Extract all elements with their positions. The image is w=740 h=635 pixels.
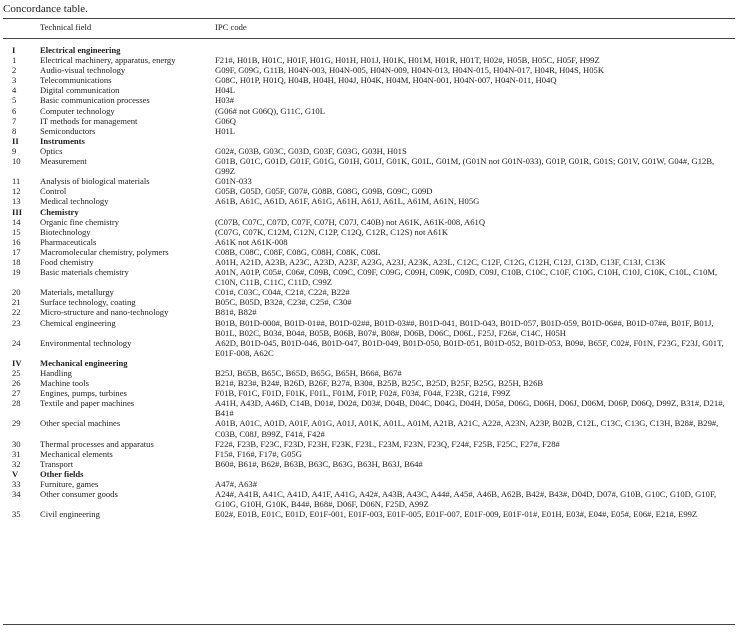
- table-row: [0, 489, 740, 509]
- technical-field: Other fields: [40, 468, 84, 479]
- table-row: [0, 85, 740, 95]
- row-number: 1: [12, 55, 17, 66]
- technical-field: Furniture, games: [40, 479, 99, 490]
- row-number: 30: [12, 438, 21, 449]
- row-number: 8: [12, 125, 17, 136]
- row-number: I: [12, 45, 16, 55]
- table-row: [0, 247, 740, 257]
- table-row: [0, 479, 740, 489]
- ipc-code: G02#, G03B, G03C, G03D, G03F, G03G, G03H, H01S: [215, 145, 407, 156]
- technical-field: Biotechnology: [40, 226, 91, 237]
- row-number: 6: [12, 105, 17, 116]
- row-number: 33: [12, 479, 21, 490]
- ipc-code: C08B, C08C, C08F, C08G, C08H, C08K, C08L: [215, 246, 381, 257]
- table-row: [0, 297, 740, 307]
- row-number: 7: [12, 115, 17, 126]
- row-number: 26: [12, 378, 21, 389]
- ipc-code: B60#, B61#, B62#, B63B, B63C, B63G, B63H, B63J, B64#: [215, 458, 423, 469]
- row-number: 27: [12, 388, 21, 399]
- table-row: [0, 368, 740, 378]
- table-row: [0, 227, 740, 237]
- row-number: 17: [12, 246, 21, 257]
- section-row: [0, 469, 740, 479]
- header-ipc-code: IPC code: [215, 22, 247, 32]
- ipc-code: A41H, A43D, A46D, C14B, D01#, D02#, D03#, D04B, D04C, D04G, D04H, D05#, D06G, D06H, D06J, D06M, D06P, D06Q, D99Z, B31#, D21#, B41#: [215, 398, 725, 419]
- technical-field: Thermal processes and apparatus: [40, 438, 154, 449]
- row-number: 11: [12, 176, 21, 187]
- ipc-code: G06Q: [215, 115, 237, 126]
- technical-field: Chemical engineering: [40, 317, 116, 328]
- ipc-code: B05C, B05D, B32#, C23#, C25#, C30#: [215, 297, 352, 308]
- row-number: 23: [12, 317, 21, 328]
- technical-field: Textile and paper machines: [40, 398, 135, 409]
- table-row: [0, 257, 740, 267]
- table-row: [0, 418, 740, 438]
- table-row: [0, 65, 740, 75]
- technical-field: Machine tools: [40, 378, 89, 389]
- ipc-code: H01L: [215, 125, 236, 136]
- row-number: 5: [12, 95, 17, 106]
- technical-field: Digital communication: [40, 85, 120, 96]
- table-row: [0, 75, 740, 85]
- section-row: [0, 207, 740, 217]
- technical-field: Telecommunications: [40, 75, 112, 86]
- ipc-code: (C07G, C07K, C12M, C12N, C12P, C12Q, C12R, C12S) not A61K: [215, 226, 449, 237]
- ipc-code: A61K not A61K-008: [215, 236, 288, 247]
- ipc-code: A24#, A41B, A41C, A41D, A41F, A41G, A42#, A43B, A43C, A44#, A45#, A46B, A62B, B42#, B43#, D04D, D07#, G10B, G10C, G10D, G10F, G10G, G10H, G10K, B44#, B68#, D06F, D06N, F25D, A99Z: [215, 489, 717, 510]
- ipc-code: G08C, H01P, H01Q, H04B, H04H, H04J, H04K, H04M, H04N-001, H04N-007, H04N-011, H04Q: [215, 75, 557, 86]
- technical-field: Audio-visual technology: [40, 65, 126, 76]
- technical-field: Pharmaceuticals: [40, 236, 97, 247]
- row-number: 18: [12, 256, 21, 267]
- ipc-code: C01#, C03C, C04#, C21#, C22#, B22#: [215, 287, 350, 298]
- row-number: 35: [12, 509, 21, 520]
- section-row: [0, 358, 740, 368]
- technical-field: Environmental technology: [40, 337, 132, 348]
- technical-field: IT methods for management: [40, 115, 138, 126]
- row-number: 20: [12, 287, 21, 298]
- table-row: [0, 459, 740, 469]
- technical-field: Transport: [40, 458, 74, 469]
- table-row: [0, 176, 740, 186]
- ipc-code: (C07B, C07C, C07D, C07F, C07H, C07J, C40B) not A61K, A61K-008, A61Q: [215, 216, 486, 227]
- row-number: II: [12, 135, 19, 146]
- table-row: [0, 186, 740, 196]
- ipc-code: G09F, G09G, G11B, H04N-003, H04N-005, H04N-009, H04N-013, H04N-015, H04N-017, H04R, H04S, H05K: [215, 65, 605, 76]
- section-row: [0, 136, 740, 146]
- table-row: [0, 237, 740, 247]
- table-row: [0, 196, 740, 206]
- table-row: [0, 156, 740, 176]
- ipc-code: A47#, A63#: [215, 479, 258, 490]
- table-caption: Concordance table.: [3, 3, 88, 15]
- ipc-code: G05B, G05D, G05F, G07#, G08B, G08G, G09B, G09C, G09D: [215, 186, 433, 197]
- technical-field: Mechanical elements: [40, 448, 113, 459]
- row-number: 25: [12, 368, 21, 378]
- row-number: 9: [12, 145, 17, 156]
- ipc-code: F15#, F16#, F17#, G05G: [215, 448, 302, 459]
- technical-field: Food chemistry: [40, 256, 94, 267]
- technical-field: Instruments: [40, 135, 85, 146]
- technical-field: Handling: [40, 368, 72, 378]
- table-row: [0, 449, 740, 459]
- row-number: 10: [12, 156, 21, 167]
- row-number: IV: [12, 357, 22, 368]
- row-number: 15: [12, 226, 21, 237]
- row-number: 22: [12, 307, 21, 318]
- table-row: [0, 509, 740, 529]
- table-row: [0, 287, 740, 297]
- technical-field: Optics: [40, 145, 63, 156]
- row-number: 31: [12, 448, 21, 459]
- bottom-rule: [3, 624, 735, 625]
- row-number: 34: [12, 489, 21, 500]
- header-rule: [3, 38, 735, 39]
- technical-field: Engines, pumps, turbines: [40, 388, 127, 399]
- ipc-code: A01N, A01P, C05#, C06#, C09B, C09C, C09F, C09G, C09H, C09K, C09D, C09J, C10B, C10C, C10F, C10G, C10H, C10J, C10K, C10L, C10M, C10N, C11B, C11C, C11D, C99Z: [215, 267, 718, 288]
- table-row: [0, 439, 740, 449]
- row-number: 29: [12, 418, 21, 429]
- row-number: 24: [12, 337, 21, 348]
- ipc-code: F21#, H01B, H01C, H01F, H01G, H01H, H01J, H01K, H01M, H01R, H01T, H02#, H05B, H05C, H05F, H99Z: [215, 55, 600, 66]
- table-row: [0, 217, 740, 227]
- row-number: 12: [12, 186, 21, 197]
- table-row: [0, 378, 740, 388]
- top-rule: [3, 18, 735, 19]
- ipc-code: B25J, B65B, B65C, B65D, B65G, B65H, B66#, B67#: [215, 368, 402, 378]
- table-row: [0, 116, 740, 126]
- ipc-code: B81#, B82#: [215, 307, 257, 318]
- ipc-code: (G06# not G06Q), G11C, G10L: [215, 105, 325, 116]
- concordance-table-body: [0, 45, 740, 530]
- technical-field: Surface technology, coating: [40, 297, 136, 308]
- row-number: 19: [12, 267, 21, 278]
- technical-field: Semiconductors: [40, 125, 96, 136]
- row-number: III: [12, 206, 23, 217]
- technical-field: Basic communication processes: [40, 95, 150, 106]
- technical-field: Materials, metallurgy: [40, 287, 114, 298]
- ipc-code: F22#, F23B, F23C, F23D, F23H, F23K, F23L, F23M, F23N, F23Q, F24#, F25B, F25C, F27#, F28#: [215, 438, 560, 449]
- ipc-code: A01B, A01C, A01D, A01F, A01G, A01J, A01K, A01L, A01M, A21B, A21C, A22#, A23N, A23P, B02B, C12L, C13C, C13G, C13H, B28#, B29#, C03B, C08J, B99Z, F41#, F42#: [215, 418, 719, 439]
- header-technical-field: Technical field: [40, 22, 92, 32]
- technical-field: Other consumer goods: [40, 489, 118, 500]
- ipc-code: E02#, E01B, E01C, E01D, E01F-001, E01F-003, E01F-005, E01F-007, E01F-009, E01F-01#, E01H, E03#, E04#, E05#, E06#, E21#, E99Z: [215, 509, 698, 520]
- row-number: 3: [12, 75, 17, 86]
- technical-field: Mechanical engineering: [40, 357, 128, 368]
- table-row: [0, 106, 740, 116]
- technical-field: Micro-structure and nano-technology: [40, 307, 169, 318]
- table-row: [0, 388, 740, 398]
- technical-field: Electrical machinery, apparatus, energy: [40, 55, 176, 66]
- row-number: 21: [12, 297, 21, 308]
- ipc-code: F01B, F01C, F01D, F01K, F01L, F01M, F01P, F02#, F03#, F04#, F23R, G21#, F99Z: [215, 388, 511, 399]
- table-row: [0, 338, 740, 358]
- ipc-code: H03#: [215, 95, 235, 106]
- technical-field: Measurement: [40, 156, 87, 167]
- table-row: [0, 267, 740, 287]
- technical-field: Civil engineering: [40, 509, 100, 520]
- technical-field: Basic materials chemistry: [40, 267, 129, 278]
- ipc-code: G01N-033: [215, 176, 252, 187]
- ipc-code: B21#, B23#, B24#, B26D, B26F, B27#, B30#, B25B, B25C, B25D, B25F, B25G, B25H, B26B: [215, 378, 544, 389]
- ipc-code: A61B, A61C, A61D, A61F, A61G, A61H, A61J, A61L, A61M, A61N, H05G: [215, 196, 480, 207]
- technical-field: Macromolecular chemistry, polymers: [40, 246, 169, 257]
- row-number: 4: [12, 85, 17, 96]
- ipc-code: G01B, G01C, G01D, G01F, G01G, G01H, G01J, G01K, G01L, G01M, (G01N not G01N-033), G01P, G01R, G01S; G01V, G01W, G04#, G12B, G99Z: [215, 156, 715, 177]
- row-number: 16: [12, 236, 21, 247]
- ipc-code: H04L: [215, 85, 236, 96]
- table-row: [0, 95, 740, 105]
- technical-field: Control: [40, 186, 67, 197]
- technical-field: Other special machines: [40, 418, 121, 429]
- table-row: [0, 307, 740, 317]
- technical-field: Medical technology: [40, 196, 109, 207]
- ipc-code: B01B, B01D-000#, B01D-01##, B01D-02##, B01D-03##, B01D-041, B01D-043, B01D-057, B01D-059, B01D-06##, B01D-07##, B01F, B01J, B01L, B02C, B03#, B04#, B05B, B06B, B07#, B08#, D06B, D06C, D06L, F25J, F26#, C14C, H05H: [215, 317, 714, 338]
- row-number: 14: [12, 216, 21, 227]
- technical-field: Electrical engineering: [40, 45, 121, 55]
- row-number: 13: [12, 196, 21, 207]
- table-row: [0, 55, 740, 65]
- table-row: [0, 146, 740, 156]
- table-row: [0, 318, 740, 338]
- section-row: [0, 45, 740, 55]
- table-row: [0, 398, 740, 418]
- table-row: [0, 126, 740, 136]
- row-number: 2: [12, 65, 17, 76]
- row-number: 32: [12, 458, 21, 469]
- row-number: 28: [12, 398, 21, 409]
- ipc-code: A62D, B01D-045, B01D-046, B01D-047, B01D-049, B01D-050, B01D-051, B01D-052, B01D-053, B09#, B65F, C02#, F01N, F23G, F23J, G01T, E01F-008, A62C: [215, 337, 724, 358]
- ipc-code: A01H, A21D, A23B, A23C, A23D, A23F, A23G, A23J, A23K, A23L, C12C, C12F, C12G, C12H, C12J, C13D, C13F, C13J, C13K: [215, 256, 666, 267]
- technical-field: Organic fine chemistry: [40, 216, 120, 227]
- technical-field: Chemistry: [40, 206, 79, 217]
- technical-field: Computer technology: [40, 105, 115, 116]
- row-number: V: [12, 468, 19, 479]
- technical-field: Analysis of biological materials: [40, 176, 150, 187]
